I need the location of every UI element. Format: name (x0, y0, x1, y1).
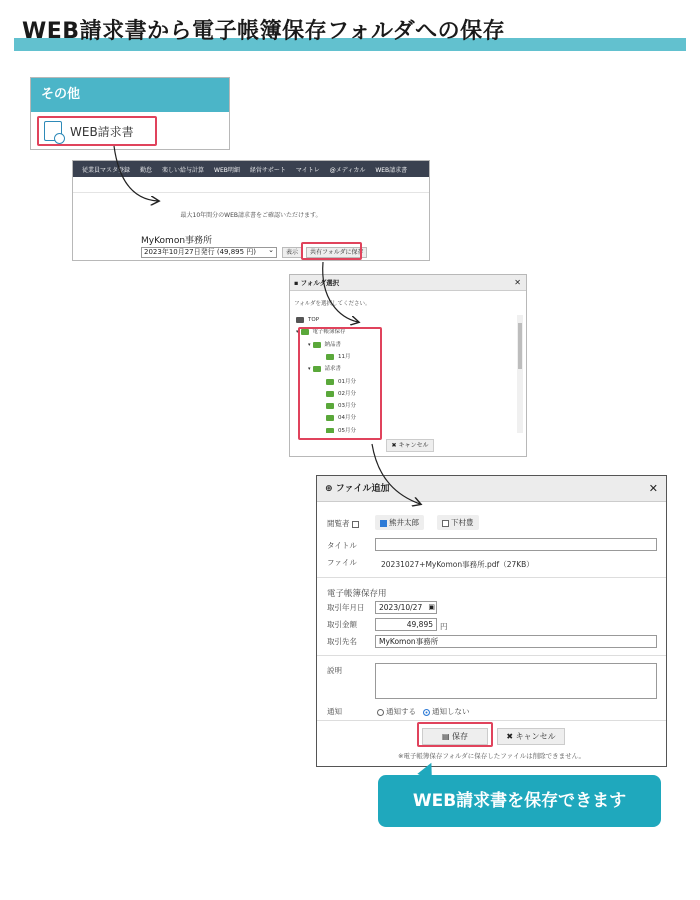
file-name: 20231027+MyKomon事務所.pdf（27KB） (381, 560, 534, 569)
viewer-chip-1[interactable] (437, 515, 479, 530)
viewer-all-checkbox[interactable] (352, 521, 359, 528)
amount-input[interactable]: 49,895 (375, 618, 437, 631)
calendar-icon[interactable]: ▣ (428, 603, 435, 611)
save-shared-folder-button[interactable]: 共有フォルダに保存 (306, 247, 367, 258)
viewer-name-1: 下村豊 (451, 518, 474, 527)
desc-label: 説明 (327, 666, 342, 675)
portal-nav-item-4[interactable]: 経営サポート (249, 166, 286, 174)
save-label: 保存 (452, 732, 469, 741)
folder-cancel-label: キャンセル (398, 442, 429, 449)
partner-label: 取引先名 (327, 637, 357, 646)
folder-tree-label: 01月分 (338, 378, 356, 385)
folder-tree-label: 納品書 (324, 341, 342, 348)
viewer-label-text: 閲覧者 (327, 519, 350, 528)
desc-textarea[interactable] (375, 663, 657, 699)
folder-dialog-title: フォルダ選択 (300, 279, 340, 287)
title-label: タイトル (327, 541, 357, 550)
folder-tree-label: 02月分 (338, 390, 356, 397)
invoice-select[interactable]: 2023年10月27日発行 (49,895 円) ⌄ (141, 247, 277, 258)
folder-instruction: フォルダを選択してください。 (294, 301, 371, 307)
save-shared-highlight (301, 242, 362, 260)
sonota-panel (30, 77, 230, 150)
portal-nav-item-6[interactable]: @メディカル (329, 166, 366, 174)
folder-tree-label: 04月分 (338, 415, 356, 422)
file-label: ファイル (327, 558, 357, 567)
portal-nav-item-5[interactable]: マイトレ (295, 166, 320, 174)
portal-nav-item-1[interactable]: 勤怠 (140, 166, 153, 174)
notify-option-label-1: 通知しない (432, 707, 470, 716)
file-dialog-title: ファイル追加 (335, 484, 390, 494)
folder-icon (296, 317, 304, 323)
folder-tree-label: 請求書 (324, 366, 342, 373)
folder-tree-label: TOP (308, 317, 320, 323)
viewer-name-0: 熊井太郎 (389, 518, 419, 527)
portal-nav-item-0[interactable]: 従業員マスタ登録 (82, 166, 131, 174)
caret-down-icon[interactable]: ▾ (308, 366, 311, 373)
close-icon[interactable]: ✕ (514, 278, 521, 287)
web-invoice-label: WEB請求書 (70, 124, 134, 139)
title-input[interactable] (375, 538, 657, 551)
cancel-button[interactable] (497, 728, 565, 745)
close-icon: ✖ (391, 442, 399, 449)
caret-down-icon[interactable]: ▾ (296, 329, 299, 336)
date-input[interactable] (375, 601, 437, 614)
notify-option-0[interactable] (377, 706, 416, 717)
date-label: 取引年月日 (327, 603, 365, 612)
caret-down-icon[interactable]: ▾ (308, 341, 311, 348)
viewer-label (327, 518, 361, 529)
folder-tree-label: 11月 (338, 353, 351, 360)
callout-box: WEB請求書を保存できます (378, 775, 661, 827)
folder-tree-highlight (298, 327, 382, 440)
notify-radio-0[interactable] (377, 709, 384, 716)
viewer-checkbox-1[interactable] (442, 520, 449, 527)
viewer-checkbox-0[interactable] (380, 520, 387, 527)
close-icon: ✖ (506, 732, 516, 741)
plus-circle-icon: ⊕ (325, 484, 336, 494)
invoice-document-icon (44, 121, 62, 141)
viewer-chip-0[interactable] (375, 515, 424, 530)
e-book-section-label: 電子帳簿保存用 (327, 589, 387, 599)
folder-open-icon: ▪ (294, 279, 301, 287)
folder-cancel-button[interactable] (386, 439, 434, 452)
partner-input[interactable]: MyKomon事務所 (375, 635, 657, 648)
folder-tree-scrollbar[interactable] (517, 315, 523, 433)
folder-dialog-header (290, 275, 526, 291)
cancel-label: キャンセル (515, 732, 556, 741)
delete-warning: ※電子帳簿保存フォルダに保存したファイルは削除できません。 (397, 752, 586, 760)
divider (317, 577, 666, 578)
page-title: WEB請求書から電子帳簿保存フォルダへの保存 (22, 19, 506, 44)
folder-tree-label: 05月分 (338, 427, 356, 433)
notify-label: 通知 (327, 707, 342, 716)
portal-nav-item-2[interactable]: 楽しい給与計算 (162, 166, 205, 174)
notify-radio-1[interactable] (423, 709, 430, 716)
portal-nav-item-7[interactable]: WEB請求書 (375, 166, 408, 174)
sonota-header: その他 (31, 78, 229, 112)
notify-option-1[interactable] (423, 706, 470, 717)
folder-tree-item-0[interactable] (296, 315, 319, 325)
notify-option-label-0: 通知する (386, 707, 416, 716)
folder-tree-label: 03月分 (338, 403, 356, 410)
amount-unit: 円 (440, 622, 448, 631)
portal-panel (72, 160, 430, 261)
date-value: 2023/10/27 (379, 603, 423, 612)
portal-nav (73, 161, 429, 177)
office-name: MyKomon事務所 (141, 236, 213, 246)
portal-nav-item-3[interactable]: WEB明細 (214, 166, 240, 174)
amount-label: 取引金額 (327, 620, 357, 629)
folder-tree-label: 電子帳簿保存 (312, 329, 346, 336)
portal-subheader (73, 179, 429, 193)
web-invoice-menu-item[interactable] (37, 116, 157, 146)
divider (317, 655, 666, 656)
save-highlight (417, 722, 493, 747)
file-dialog-header (317, 476, 666, 502)
view-button[interactable]: 表示 (282, 247, 302, 258)
floppy-icon: ▤ (441, 732, 453, 741)
close-icon[interactable]: ✕ (648, 482, 658, 495)
portal-note: 最大10年間分のWEB請求書をご確認いただけます。 (180, 212, 322, 219)
divider (317, 720, 666, 721)
